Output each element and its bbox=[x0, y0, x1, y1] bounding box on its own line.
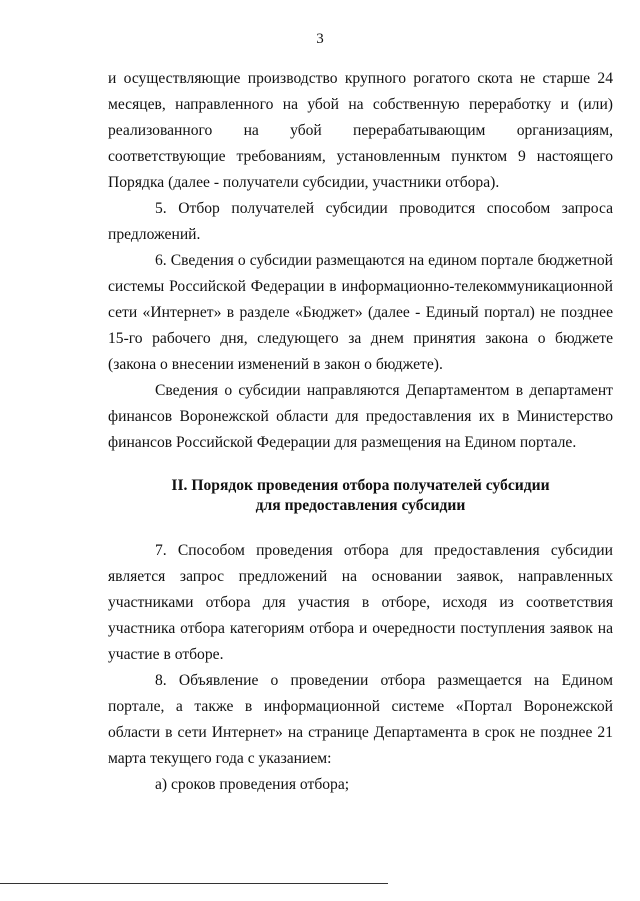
paragraph-continuation: и осуществляющие производство крупного рогатого скота не старше 24 месяцев, направленного на убой на собственную переработку и (или) реализованного на убой перерабатывающим организациям, соответствующие требованиям, установленным пунктом 9 настоящего Порядка (далее - получатели субсидии, участники отбора). bbox=[108, 70, 613, 191]
page-number: 3 bbox=[316, 31, 324, 47]
footer-rule bbox=[0, 883, 388, 884]
section-heading bbox=[108, 476, 613, 516]
paragraph-6-info: Сведения о субсидии направляются Департаментом в департамент финансов Воронежской области для предоставления их в Министерство финансов Российской Федерации для размещения на Едином портале. bbox=[108, 382, 613, 451]
paragraph-6: 6. Сведения о субсидии размещаются на едином портале бюджетной системы Российской Федерации в информационно-телекоммуникационной сети «Интернет» в разделе «Бюджет» (далее - Единый портал) не позднее 15-го рабочего дня, следующего за днем принятия закона о бюджете (закона о внесении изменений в закон о бюджете). bbox=[108, 252, 613, 373]
paragraph-7: 7. Способом проведения отбора для предоставления субсидии является запрос предложений на основании заявок, направленных участниками отбора для участия в отборе, исходя из соответствия участника отбора категориям отбора и очередности поступления заявок на участие в отборе. bbox=[108, 542, 613, 663]
paragraph-5: 5. Отбор получателей субсидии проводится способом запроса предложений. bbox=[108, 200, 613, 243]
section-heading-line-1: II. Порядок проведения отбора получателей субсидии bbox=[171, 477, 550, 494]
paragraph-8: 8. Объявление о проведении отбора размещается на Едином портале, а также в информационной системе «Портал Воронежской области в сети Интернет» на странице Департамента в срок не позднее 21 марта текущего года с указанием: bbox=[108, 672, 613, 767]
document-body bbox=[108, 66, 613, 798]
paragraph-8-item-a: а) сроков проведения отбора; bbox=[155, 776, 350, 793]
section-heading-line-2: для предоставления субсидии bbox=[255, 497, 466, 514]
